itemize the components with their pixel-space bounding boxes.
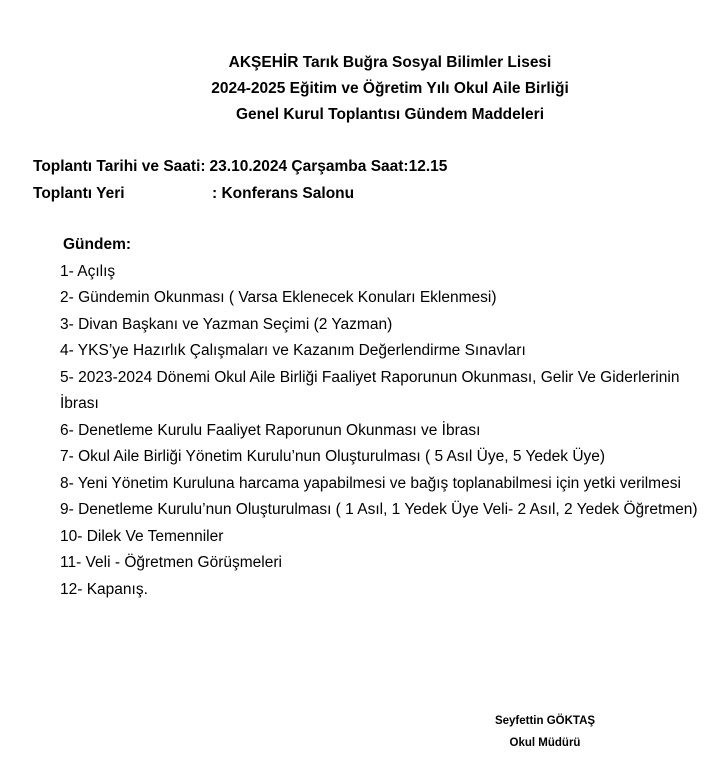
meeting-date-value: 23.10.2024 Çarşamba Saat:12.15 — [209, 158, 448, 175]
meeting-place-row — [33, 180, 447, 207]
agenda-item: 12- Kapanış. — [60, 580, 148, 598]
agenda-item: 3- Divan Başkanı ve Yazman Seçimi (2 Yazman) — [60, 315, 393, 333]
agenda-heading: Gündem: — [63, 236, 132, 253]
agenda-item: 4- YKS’ye Hazırlık Çalışmaları ve Kazanım Değerlendirme Sınavları — [60, 342, 526, 359]
document-title: Genel Kurul Toplantısı Gündem Maddeleri — [235, 106, 545, 123]
meeting-place-value: : Konferans Salonu — [212, 185, 355, 202]
academic-year-title: 2024-2025 Eğitim ve Öğretim Yılı Okul Aile Birliği — [211, 80, 569, 97]
school-name: AKŞEHİR Tarık Buğra Sosyal Bilimler Lisesi — [228, 54, 552, 71]
signature-block — [470, 710, 620, 754]
agenda-list — [60, 259, 700, 604]
meeting-place-label: Toplantı Yeri — [33, 185, 125, 202]
agenda-item: 9- Denetleme Kurulu’nun Oluşturulması ( 1 Asıl, 1 Yedek Üye Veli- 2 Asıl, 2 Yedek Öğretmen) — [60, 501, 698, 518]
agenda-item: 5- 2023-2024 Dönemi Okul Aile Birliği Faaliyet Raporunun Okunması, Gelir Ve Giderlerinin İbrası — [60, 368, 680, 412]
principal-title: Okul Müdürü — [509, 737, 581, 749]
agenda-item: 10- Dilek Ve Temenniler — [60, 527, 224, 545]
agenda-item: 6- Denetleme Kurulu Faaliyet Raporunun Okunması ve İbrası — [60, 421, 481, 439]
principal-name: Seyfettin GÖKTAŞ — [494, 715, 596, 727]
meeting-date-label: Toplantı Tarihi ve Saati: — [33, 158, 206, 175]
agenda-item: 2- Gündemin Okunması ( Varsa Eklenecek Konuları Eklenmesi) — [60, 289, 497, 306]
agenda-section — [60, 232, 700, 603]
document-header — [140, 50, 640, 128]
agenda-item: 1- Açılış — [60, 262, 116, 280]
agenda-item: 8- Yeni Yönetim Kuruluna harcama yapabilmesi ve bağış toplanabilmesi için yetki verilmesi — [60, 474, 681, 492]
meeting-date-row — [33, 153, 447, 180]
agenda-item: 11- Veli - Öğretmen Görüşmeleri — [60, 554, 282, 571]
meeting-info — [33, 153, 447, 207]
agenda-item: 7- Okul Aile Birliği Yönetim Kurulu’nun Oluşturulması ( 5 Asıl Üye, 5 Yedek Üye) — [60, 448, 606, 465]
